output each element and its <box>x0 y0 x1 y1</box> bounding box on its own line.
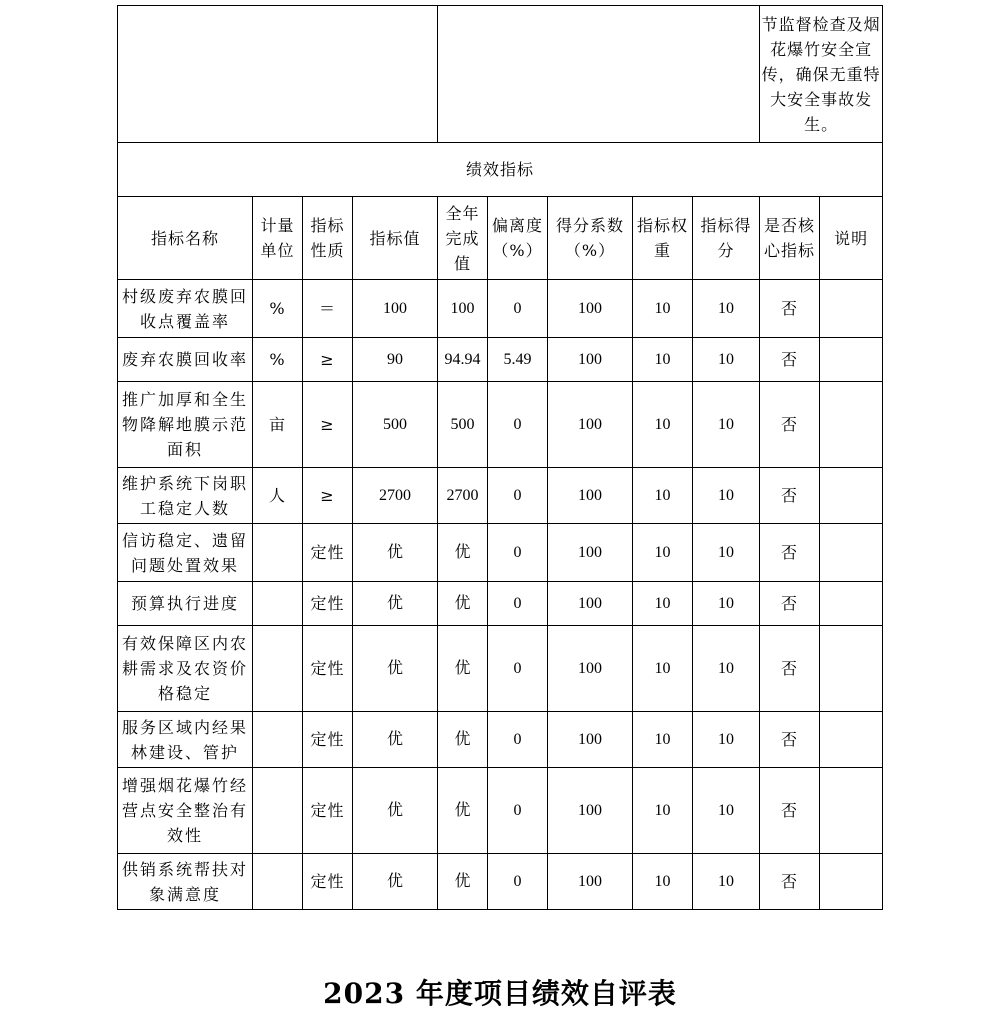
cell-coef: 100 <box>548 280 633 338</box>
cell-weight: 10 <box>633 468 693 524</box>
cell-weight: 10 <box>633 582 693 626</box>
cell-core: 否 <box>760 468 820 524</box>
cell-unit: % <box>253 280 303 338</box>
cell-deviation: 0 <box>488 280 548 338</box>
cell-weight: 10 <box>633 626 693 712</box>
cell-note <box>820 712 883 768</box>
top-row <box>118 6 883 143</box>
table-row <box>118 582 883 626</box>
performance-table <box>117 5 883 910</box>
cell-score: 10 <box>693 524 760 582</box>
table-row <box>118 854 883 910</box>
cell-core: 否 <box>760 582 820 626</box>
cell-target: 2700 <box>353 468 438 524</box>
cell-deviation: 5.49 <box>488 338 548 382</box>
cell-coef: 100 <box>548 712 633 768</box>
header-row <box>118 197 883 280</box>
cell-core: 否 <box>760 768 820 854</box>
cell-deviation: 0 <box>488 854 548 910</box>
cell-coef: 100 <box>548 468 633 524</box>
cell-deviation: 0 <box>488 768 548 854</box>
cell-name: 维护系统下岗职工稳定人数 <box>118 468 253 524</box>
cell-coef: 100 <box>548 582 633 626</box>
cell-nature: 定性 <box>303 626 353 712</box>
cell-note <box>820 626 883 712</box>
cell-unit: % <box>253 338 303 382</box>
cell-name: 信访稳定、遗留问题处置效果 <box>118 524 253 582</box>
cell-note <box>820 468 883 524</box>
table-row <box>118 712 883 768</box>
cell-core: 否 <box>760 382 820 468</box>
header-deviation: 偏离度（%） <box>488 197 548 280</box>
cell-weight: 10 <box>633 524 693 582</box>
cell-name: 推广加厚和全生物降解地膜示范面积 <box>118 382 253 468</box>
top-empty-cell-1 <box>118 6 438 143</box>
cell-unit: 人 <box>253 468 303 524</box>
cell-target: 优 <box>353 768 438 854</box>
header-note: 说明 <box>820 197 883 280</box>
cell-nature: ＝ <box>303 280 353 338</box>
cell-actual: 500 <box>438 382 488 468</box>
table-row <box>118 338 883 382</box>
cell-unit <box>253 854 303 910</box>
cell-weight: 10 <box>633 768 693 854</box>
cell-nature: 定性 <box>303 582 353 626</box>
cell-weight: 10 <box>633 338 693 382</box>
cell-score: 10 <box>693 382 760 468</box>
cell-name: 有效保障区内农耕需求及农资价格稳定 <box>118 626 253 712</box>
cell-actual: 优 <box>438 854 488 910</box>
footer-title: 2023 年度项目绩效自评表 <box>323 977 677 1010</box>
cell-score: 10 <box>693 626 760 712</box>
cell-nature: ≥ <box>303 468 353 524</box>
header-actual: 全年完成值 <box>438 197 488 280</box>
cell-score: 10 <box>693 582 760 626</box>
cell-target: 100 <box>353 280 438 338</box>
cell-nature: 定性 <box>303 854 353 910</box>
cell-core: 否 <box>760 712 820 768</box>
cell-name: 服务区域内经果林建设、管护 <box>118 712 253 768</box>
header-coef: 得分系数（%） <box>548 197 633 280</box>
cell-coef: 100 <box>548 524 633 582</box>
header-target: 指标值 <box>353 197 438 280</box>
cell-actual: 优 <box>438 626 488 712</box>
table-row <box>118 382 883 468</box>
table-row <box>118 280 883 338</box>
cell-nature: 定性 <box>303 768 353 854</box>
cell-coef: 100 <box>548 768 633 854</box>
table-row <box>118 468 883 524</box>
cell-score: 10 <box>693 468 760 524</box>
cell-score: 10 <box>693 768 760 854</box>
cell-core: 否 <box>760 854 820 910</box>
cell-actual: 2700 <box>438 468 488 524</box>
cell-score: 10 <box>693 712 760 768</box>
cell-coef: 100 <box>548 382 633 468</box>
cell-name: 增强烟花爆竹经营点安全整治有效性 <box>118 768 253 854</box>
cell-unit: 亩 <box>253 382 303 468</box>
cell-target: 优 <box>353 524 438 582</box>
cell-score: 10 <box>693 280 760 338</box>
header-core: 是否核心指标 <box>760 197 820 280</box>
header-weight: 指标权重 <box>633 197 693 280</box>
cell-actual: 优 <box>438 524 488 582</box>
cell-target: 优 <box>353 854 438 910</box>
cell-note <box>820 338 883 382</box>
cell-name: 供销系统帮扶对象满意度 <box>118 854 253 910</box>
cell-actual: 94.94 <box>438 338 488 382</box>
cell-actual: 100 <box>438 280 488 338</box>
table-row <box>118 626 883 712</box>
cell-note <box>820 854 883 910</box>
cell-coef: 100 <box>548 854 633 910</box>
cell-coef: 100 <box>548 626 633 712</box>
cell-deviation: 0 <box>488 712 548 768</box>
cell-deviation: 0 <box>488 582 548 626</box>
cell-target: 优 <box>353 626 438 712</box>
cell-deviation: 0 <box>488 626 548 712</box>
cell-unit <box>253 712 303 768</box>
cell-name: 村级废弃农膜回收点覆盖率 <box>118 280 253 338</box>
cell-actual: 优 <box>438 712 488 768</box>
cell-actual: 优 <box>438 582 488 626</box>
top-note-cell: 节监督检查及烟花爆竹安全宣传，确保无重特大安全事故发生。 <box>760 6 883 143</box>
cell-name: 废弃农膜回收率 <box>118 338 253 382</box>
cell-name: 预算执行进度 <box>118 582 253 626</box>
cell-target: 优 <box>353 582 438 626</box>
cell-unit <box>253 582 303 626</box>
cell-score: 10 <box>693 338 760 382</box>
cell-weight: 10 <box>633 854 693 910</box>
cell-deviation: 0 <box>488 524 548 582</box>
cell-core: 否 <box>760 626 820 712</box>
cell-nature: 定性 <box>303 712 353 768</box>
top-empty-cell-2 <box>438 6 760 143</box>
cell-nature: 定性 <box>303 524 353 582</box>
cell-deviation: 0 <box>488 382 548 468</box>
cell-core: 否 <box>760 280 820 338</box>
cell-note <box>820 768 883 854</box>
cell-note <box>820 524 883 582</box>
cell-unit <box>253 768 303 854</box>
cell-target: 500 <box>353 382 438 468</box>
cell-nature: ≥ <box>303 338 353 382</box>
cell-note <box>820 382 883 468</box>
header-score: 指标得分 <box>693 197 760 280</box>
cell-deviation: 0 <box>488 468 548 524</box>
header-nature: 指标性质 <box>303 197 353 280</box>
table-row <box>118 768 883 854</box>
header-unit: 计量单位 <box>253 197 303 280</box>
section-row <box>118 143 883 197</box>
cell-target: 优 <box>353 712 438 768</box>
cell-unit <box>253 524 303 582</box>
cell-core: 否 <box>760 524 820 582</box>
cell-unit <box>253 626 303 712</box>
cell-note <box>820 582 883 626</box>
cell-weight: 10 <box>633 280 693 338</box>
cell-target: 90 <box>353 338 438 382</box>
cell-core: 否 <box>760 338 820 382</box>
table-row <box>118 524 883 582</box>
cell-weight: 10 <box>633 382 693 468</box>
cell-actual: 优 <box>438 768 488 854</box>
cell-score: 10 <box>693 854 760 910</box>
cell-nature: ≥ <box>303 382 353 468</box>
header-name: 指标名称 <box>118 197 253 280</box>
section-title: 绩效指标 <box>118 143 883 197</box>
cell-note <box>820 280 883 338</box>
cell-weight: 10 <box>633 712 693 768</box>
cell-coef: 100 <box>548 338 633 382</box>
